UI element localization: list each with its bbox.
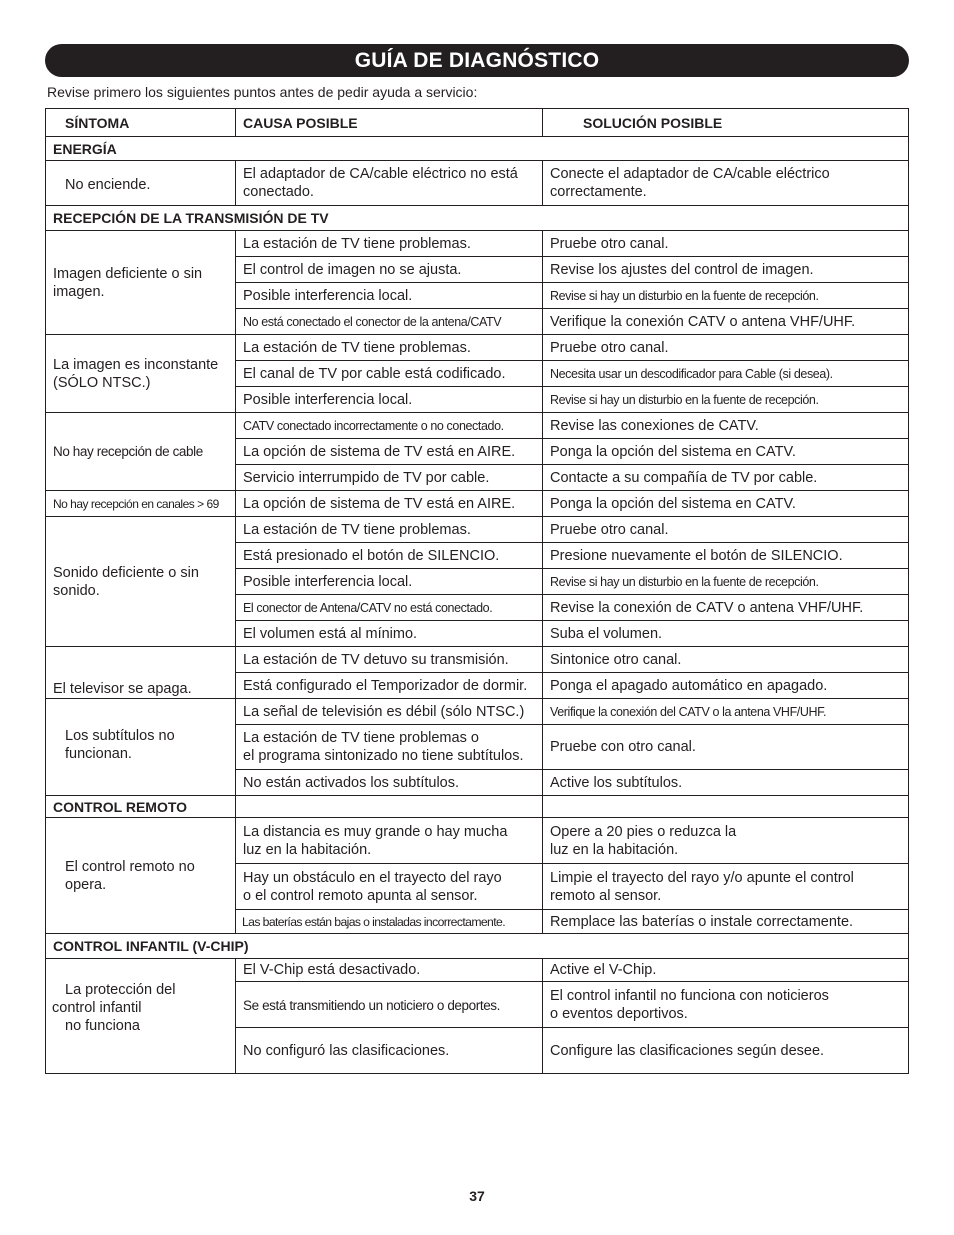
- symptom-line: La protección del: [65, 982, 176, 998]
- cause-cell: El volumen está al mínimo.: [236, 621, 543, 647]
- symptom-cell: Imagen deficiente o sin imagen.: [46, 231, 236, 335]
- solution-cell: Remplace las baterías o instale correctamente.: [543, 910, 909, 934]
- header-solution: SOLUCIÓN POSIBLE: [543, 109, 909, 137]
- page-title: [45, 44, 909, 77]
- solution-cell: Presione nuevamente el botón de SILENCIO.: [543, 543, 909, 569]
- cause-cell: El adaptador de CA/cable eléctrico no está conectado.: [236, 161, 543, 206]
- cause-cell: Se está transmitiendo un noticiero o deportes.: [236, 982, 543, 1028]
- header-cause: CAUSA POSIBLE: [236, 109, 543, 137]
- solution-cell: Revise si hay un disturbio en la fuente de recepción.: [543, 387, 909, 413]
- intro-text: Revise primero los siguientes puntos antes de pedir ayuda a servicio:: [47, 84, 478, 100]
- header-symptom: SÍNTOMA: [46, 109, 236, 137]
- table-row: [46, 699, 909, 725]
- symptom-cell: Sonido deficiente o sin sonido.: [46, 517, 236, 647]
- cause-cell: La estación de TV detuvo su transmisión.: [236, 647, 543, 673]
- solution-cell: Configure las clasificaciones según desee.: [543, 1028, 909, 1074]
- solution-cell: Active los subtítulos.: [543, 770, 909, 796]
- solution-cell: Revise las conexiones de CATV.: [543, 413, 909, 439]
- solution-cell: Pruebe otro canal.: [543, 231, 909, 257]
- section-row: [46, 137, 909, 161]
- solution-cell: Pruebe otro canal.: [543, 335, 909, 361]
- symptom-cell: El control remoto no opera.: [46, 818, 236, 934]
- page-number: 37: [469, 1188, 485, 1204]
- solution-cell: Revise la conexión de CATV o antena VHF/UHF.: [543, 595, 909, 621]
- section-control-remoto: CONTROL REMOTO: [46, 796, 236, 818]
- section-row: [46, 796, 909, 818]
- cause-cell: El V-Chip está desactivado.: [236, 959, 543, 982]
- symptom-cell: No enciende.: [46, 161, 236, 206]
- symptom-cell: No hay recepción en canales > 69: [46, 491, 236, 517]
- symptom-line: control infantil: [52, 1000, 142, 1016]
- solution-cell: Ponga el apagado automático en apagado.: [543, 673, 909, 699]
- table-header-row: [46, 109, 909, 137]
- solution-cell: Sintonice otro canal.: [543, 647, 909, 673]
- table-row: [46, 161, 909, 206]
- symptom-line: no funciona: [65, 1018, 140, 1034]
- section-recepcion: RECEPCIÓN DE LA TRANSMISIÓN DE TV: [46, 206, 909, 231]
- cause-cell: La distancia es muy grande o hay mucha luz en la habitación.: [236, 818, 543, 864]
- solution-cell: Active el V-Chip.: [543, 959, 909, 982]
- solution-cell: Verifique la conexión CATV o antena VHF/UHF.: [543, 309, 909, 335]
- page-title-text: GUÍA DE DIAGNÓSTICO: [354, 48, 600, 72]
- symptom-cell: La imagen es inconstante (SÓLO NTSC.): [46, 335, 236, 413]
- symptom-cell: Los subtítulos no funcionan.: [46, 699, 236, 796]
- table-row: [46, 959, 909, 982]
- solution-cell: Revise si hay un disturbio en la fuente de recepción.: [543, 569, 909, 595]
- table-row: [46, 231, 909, 257]
- troubleshooting-table: [45, 108, 909, 1074]
- empty-cell: [543, 796, 909, 818]
- cause-cell: La estación de TV tiene problemas.: [236, 517, 543, 543]
- section-control-infantil: CONTROL INFANTIL (V-CHIP): [46, 934, 909, 959]
- cause-cell: La estación de TV tiene problemas.: [236, 231, 543, 257]
- cause-cell: Está configurado el Temporizador de dormir.: [236, 673, 543, 699]
- cause-cell: La opción de sistema de TV está en AIRE.: [236, 439, 543, 465]
- solution-cell: Ponga la opción del sistema en CATV.: [543, 491, 909, 517]
- cause-cell: La señal de televisión es débil (sólo NTSC.): [236, 699, 543, 725]
- cause-cell: Servicio interrumpido de TV por cable.: [236, 465, 543, 491]
- solution-cell: Contacte a su compañía de TV por cable.: [543, 465, 909, 491]
- table-row: [46, 818, 909, 864]
- solution-cell: Revise los ajustes del control de imagen.: [543, 257, 909, 283]
- solution-cell: Opere a 20 pies o reduzca la luz en la habitación.: [543, 818, 909, 864]
- table-row: [46, 517, 909, 543]
- solution-cell: Revise si hay un disturbio en la fuente de recepción.: [543, 283, 909, 309]
- cause-cell: El conector de Antena/CATV no está conectado.: [236, 595, 543, 621]
- solution-cell: Suba el volumen.: [543, 621, 909, 647]
- cause-cell: No está conectado el conector de la antena/CATV: [236, 309, 543, 335]
- table-row: [46, 413, 909, 439]
- cause-cell: CATV conectado incorrectamente o no conectado.: [236, 413, 543, 439]
- cause-cell: No están activados los subtítulos.: [236, 770, 543, 796]
- cause-cell: Las baterías están bajas o instaladas incorrectamente.: [236, 910, 543, 934]
- section-row: [46, 206, 909, 231]
- solution-cell: Conecte el adaptador de CA/cable eléctrico correctamente.: [543, 161, 909, 206]
- cause-cell: El canal de TV por cable está codificado.: [236, 361, 543, 387]
- symptom-cell: El televisor se apaga.: [46, 647, 236, 699]
- solution-cell: El control infantil no funciona con noticieros o eventos deportivos.: [543, 982, 909, 1028]
- solution-cell: Pruebe otro canal.: [543, 517, 909, 543]
- table-row: [46, 335, 909, 361]
- cause-cell: La opción de sistema de TV está en AIRE.: [236, 491, 543, 517]
- cause-cell: Posible interferencia local.: [236, 569, 543, 595]
- table-row: [46, 647, 909, 673]
- cause-cell: Posible interferencia local.: [236, 387, 543, 413]
- table-row: [46, 491, 909, 517]
- cause-cell: El control de imagen no se ajusta.: [236, 257, 543, 283]
- cause-cell: Posible interferencia local.: [236, 283, 543, 309]
- solution-cell: Ponga la opción del sistema en CATV.: [543, 439, 909, 465]
- cause-cell: Hay un obstáculo en el trayecto del rayo o el control remoto apunta al sensor.: [236, 864, 543, 910]
- solution-cell: Verifique la conexión del CATV o la antena VHF/UHF.: [543, 699, 909, 725]
- symptom-cell: [46, 959, 236, 1074]
- solution-cell: Pruebe con otro canal.: [543, 725, 909, 770]
- cause-cell: Está presionado el botón de SILENCIO.: [236, 543, 543, 569]
- cause-cell: La estación de TV tiene problemas o el programa sintonizado no tiene subtítulos.: [236, 725, 543, 770]
- section-energia: ENERGÍA: [46, 137, 909, 161]
- cause-cell: No configuró las clasificaciones.: [236, 1028, 543, 1074]
- symptom-cell: No hay recepción de cable: [46, 413, 236, 491]
- empty-cell: [236, 796, 543, 818]
- solution-cell: Limpie el trayecto del rayo y/o apunte el control remoto al sensor.: [543, 864, 909, 910]
- cause-cell: La estación de TV tiene problemas.: [236, 335, 543, 361]
- solution-cell: Necesita usar un descodificador para Cable (si desea).: [543, 361, 909, 387]
- section-row: [46, 934, 909, 959]
